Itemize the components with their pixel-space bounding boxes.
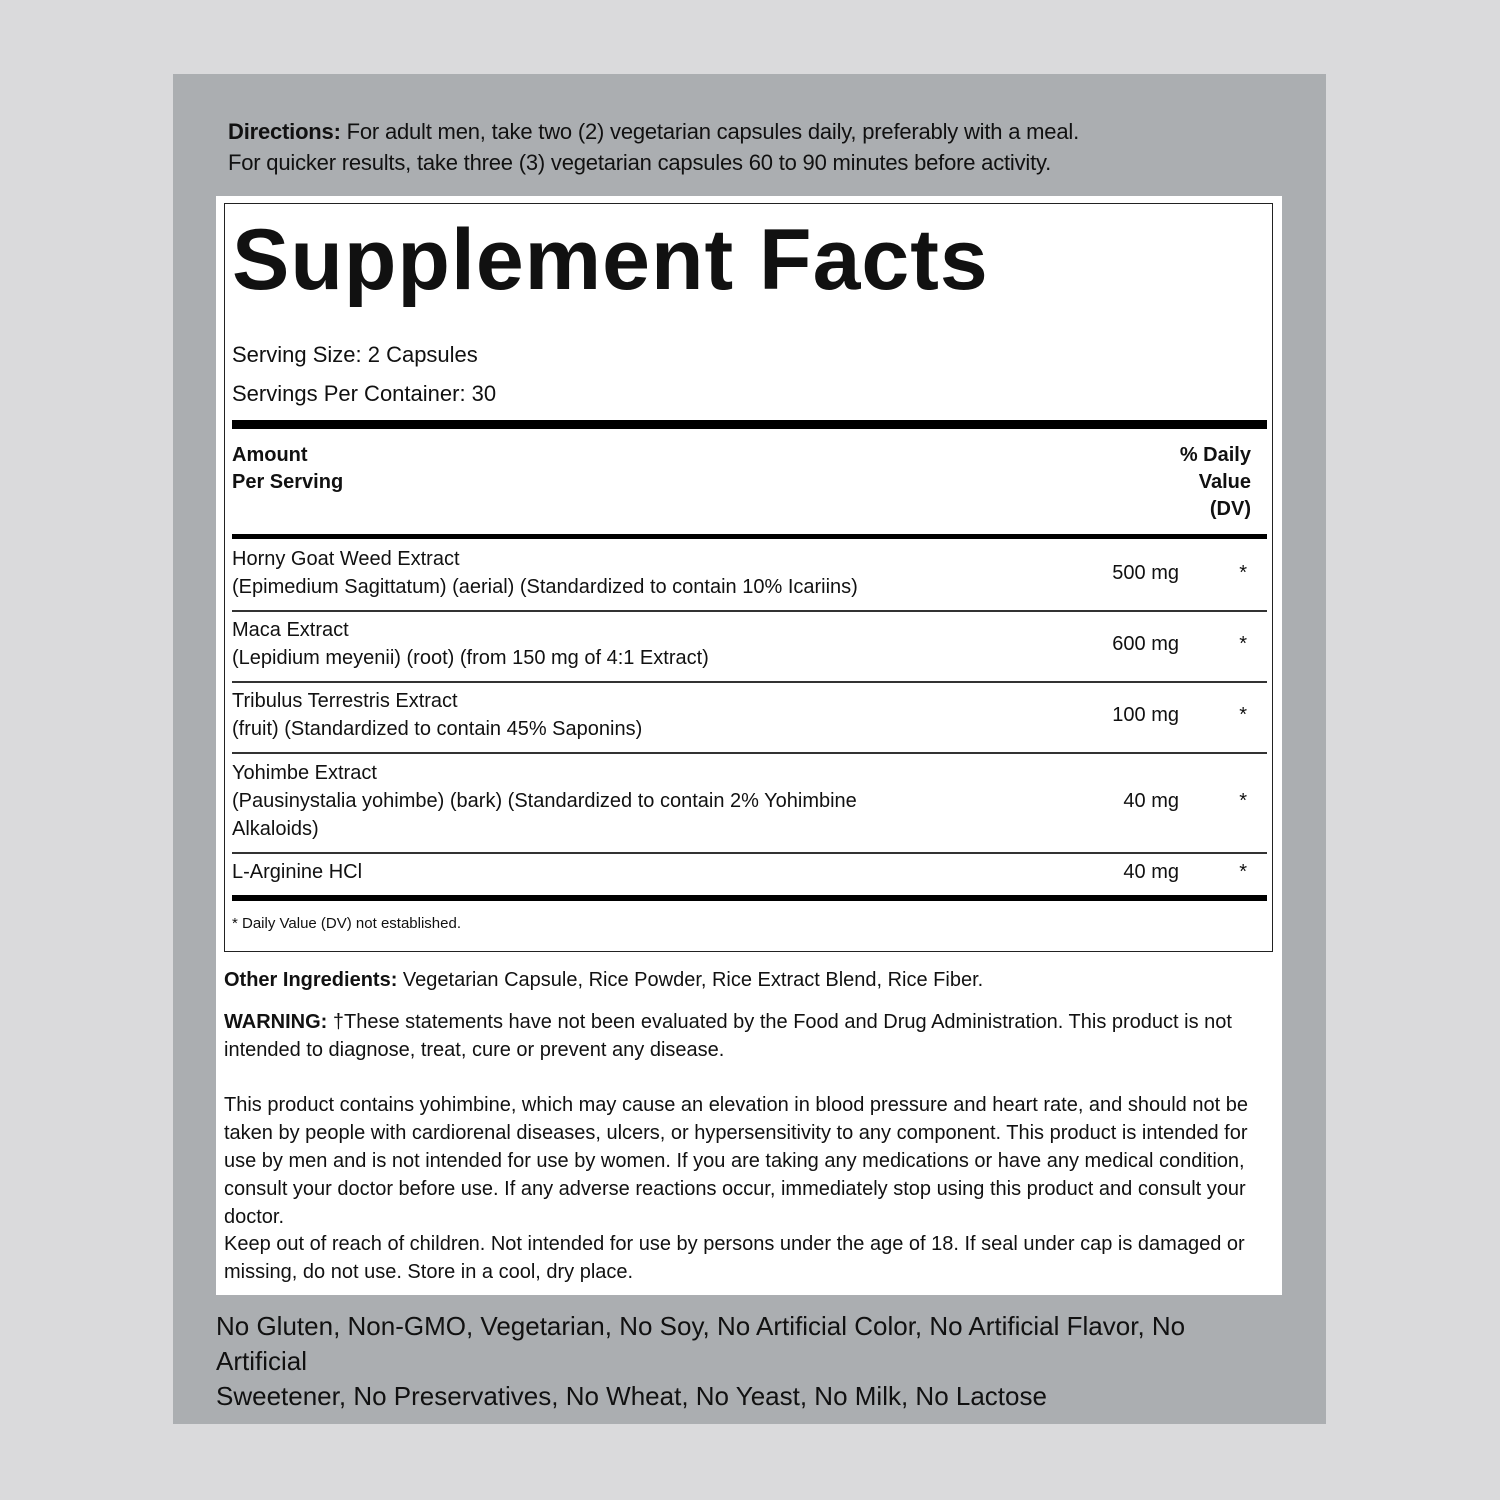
ingredient-name: Horny Goat Weed Extract — [232, 548, 460, 570]
header-dv: (DV) — [1209, 498, 1251, 520]
ingredient-dv: * — [1239, 562, 1247, 584]
header-amount: Amount — [232, 444, 308, 466]
daily-value-header — [1180, 442, 1251, 523]
ingredient-name-block — [232, 858, 1092, 886]
claims-line-1: No Gluten, Non-GMO, Vegetarian, No Soy, No Artificial Color, No Artificial Flavor, No Artificial — [216, 1311, 1186, 1376]
ingredient-dv: * — [1239, 790, 1247, 812]
ingredient-name-block — [232, 545, 1092, 601]
ingredient-name: Tribulus Terrestris Extract — [232, 690, 458, 712]
storage-warning: Keep out of reach of children. Not intended for use by persons under the age of 18. If seal under cap is damaged or missing, do not use. Store in a cool, dry place. — [224, 1233, 1245, 1283]
ingredient-amount: 40 mg — [1123, 861, 1179, 883]
row-divider — [232, 852, 1267, 854]
ingredient-dv: * — [1239, 704, 1247, 726]
ingredient-dv: * — [1239, 633, 1247, 655]
ingredient-amount: 100 mg — [1112, 704, 1179, 726]
header-daily: % Daily — [1179, 444, 1251, 466]
bottom-divider — [232, 895, 1267, 901]
ingredient-detail: (Pausinystalia yohimbe) (bark) (Standardized to contain 2% Yohimbine — [232, 790, 857, 812]
directions-label: Directions: — [228, 119, 341, 144]
supplement-facts-title: Supplement Facts — [232, 212, 989, 308]
row-divider — [232, 610, 1267, 612]
directions — [228, 116, 1228, 178]
other-ingredients-text: Vegetarian Capsule, Rice Powder, Rice Extract Blend, Rice Fiber. — [397, 969, 984, 991]
claims-line-2: Sweetener, No Preservatives, No Wheat, No Yeast, No Milk, No Lactose — [216, 1381, 1047, 1411]
medium-divider — [232, 534, 1267, 539]
ingredient-name-block — [232, 759, 1092, 843]
servings-per-container: Servings Per Container: 30 — [232, 381, 497, 406]
serving-size: Serving Size: 2 Capsules — [232, 342, 478, 367]
warning-text: †These statements have not been evaluated by the Food and Drug Administration. This product is not intended to diagnose, treat, cure or prevent any disease. — [224, 1011, 1232, 1061]
ingredient-detail: (Epimedium Sagittatum) (aerial) (Standardized to contain 10% Icariins) — [232, 576, 858, 598]
ingredient-detail-continued: Alkaloids) — [232, 818, 319, 840]
ingredient-name: Yohimbe Extract — [232, 762, 377, 784]
dv-footnote: * Daily Value (DV) not established. — [232, 915, 461, 932]
ingredient-amount: 500 mg — [1112, 562, 1179, 584]
warning — [224, 1008, 1269, 1064]
other-ingredients — [224, 966, 1269, 994]
header-per-serving: Per Serving — [232, 471, 344, 493]
yohimbine-warning: This product contains yohimbine, which may cause an elevation in blood pressure and heart rate, and should not be taken by people with cardiorenal diseases, ulcers, or hypersensitivity to any component. This product is intended for use by men and is not intended for use by women. If you are taking any medications or have any medical condition, consult your doctor before use. If any adverse reactions occur, immediately stop using this product and consult your doctor. — [224, 1094, 1248, 1228]
ingredient-name: L-Arginine HCl — [232, 861, 363, 883]
ingredient-amount: 600 mg — [1112, 633, 1179, 655]
amount-per-serving-header — [232, 442, 343, 496]
directions-line-1: For adult men, take two (2) vegetarian capsules daily, preferably with a meal. — [340, 119, 1079, 144]
ingredient-name: Maca Extract — [232, 619, 349, 641]
ingredient-detail: (fruit) (Standardized to contain 45% Saponins) — [232, 718, 643, 740]
header-value: Value — [1198, 471, 1251, 493]
ingredient-dv: * — [1239, 861, 1247, 883]
directions-line-2: For quicker results, take three (3) vegetarian capsules 60 to 90 minutes before activity. — [228, 150, 1052, 175]
ingredient-name-block — [232, 616, 1092, 672]
ingredient-detail: (Lepidium meyenii) (root) (from 150 mg of 4:1 Extract) — [232, 647, 709, 669]
row-divider — [232, 752, 1267, 754]
warning-label: WARNING: — [224, 1011, 328, 1033]
other-ingredients-label: Other Ingredients: — [224, 969, 398, 991]
product-claims — [216, 1309, 1276, 1414]
thick-divider — [232, 420, 1267, 429]
ingredient-name-block — [232, 687, 1092, 743]
row-divider — [232, 681, 1267, 683]
ingredient-amount: 40 mg — [1123, 790, 1179, 812]
